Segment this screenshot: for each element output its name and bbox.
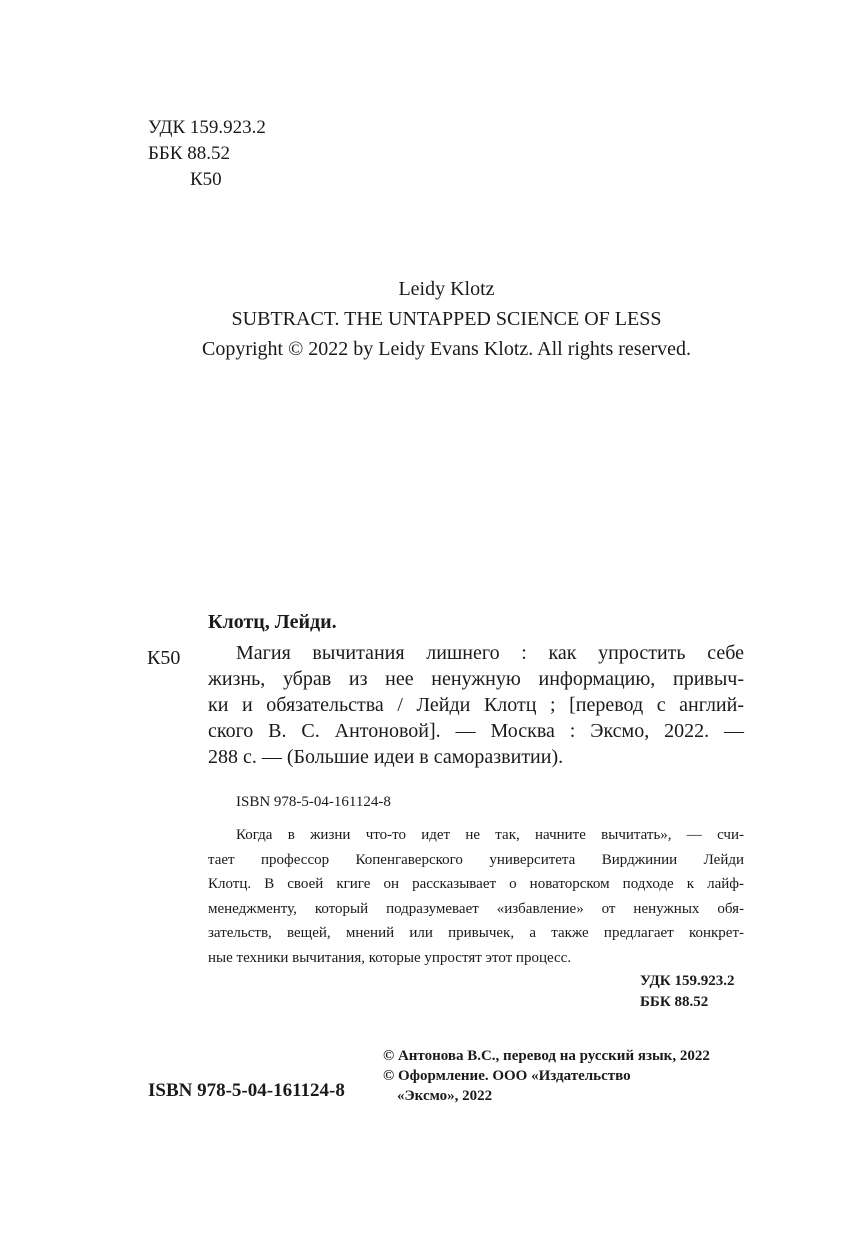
original-title: SUBTRACT. THE UNTAPPED SCIENCE OF LESS [231, 308, 662, 330]
description-line: Магия вычитания лишнего : как упростить себе [236, 642, 744, 664]
catalog-description [208, 640, 744, 770]
catalog-isbn: ISBN 978-5-04-161124-8 [236, 794, 391, 810]
author-mark-top: К50 [190, 169, 222, 190]
original-author: Leidy Klotz [398, 278, 495, 300]
description-line: ки и обязательства / Лейди Клотц ; [перевод с англий- [208, 694, 744, 716]
footer-isbn: ISBN 978-5-04-161124-8 [148, 1080, 345, 1101]
copyright-design-cont-text: «Эксмо», 2022 [397, 1088, 493, 1104]
description-line: 288 с. — (Большие идеи в саморазвитии). [208, 746, 564, 768]
annotation-line: менеджменту, который подразумевает «избавление» от ненужных обя- [208, 900, 744, 917]
annotation-line: Когда в жизни что-то идет не так, начните вычитать», — счи- [236, 827, 744, 843]
catalog-udk: УДК 159.923.2 [640, 973, 735, 989]
copyright-design-cont [383, 1086, 492, 1106]
annotation-line: тает профессор Копенгаверского университета Вирджинии Лейди [208, 851, 744, 868]
description-line: ского В. С. Антоновой]. — Москва : Эксмо, 2022. — [208, 720, 744, 742]
catalog-annotation [208, 823, 744, 970]
copyright-design: © Оформление. ООО «Издательство [383, 1068, 631, 1084]
udk-code-top: УДК 159.923.2 [148, 117, 266, 138]
copyright-translation: © Антонова В.С., перевод на русский язык, 2022 [383, 1048, 710, 1064]
annotation-line: Клотц. В своей кгиге он рассказывает о новаторском подходе к лайф- [208, 876, 744, 892]
annotation-line: ные техники вычитания, которые упростят этот процесс. [208, 949, 572, 966]
original-copyright: Copyright © 2022 by Leidy Evans Klotz. All rights reserved. [201, 338, 691, 360]
catalog-author-heading: Клотц, Лейди. [208, 611, 337, 633]
bbk-code-top: ББК 88.52 [148, 143, 230, 164]
annotation-line: зательств, вещей, мнений или привычек, а также предлагает конкрет- [208, 925, 744, 941]
catalog-author-mark: К50 [147, 647, 181, 669]
description-line: жизнь, убрав из нее ненужную информацию, привыч- [208, 668, 744, 690]
catalog-bbk: ББК 88.52 [640, 994, 709, 1010]
